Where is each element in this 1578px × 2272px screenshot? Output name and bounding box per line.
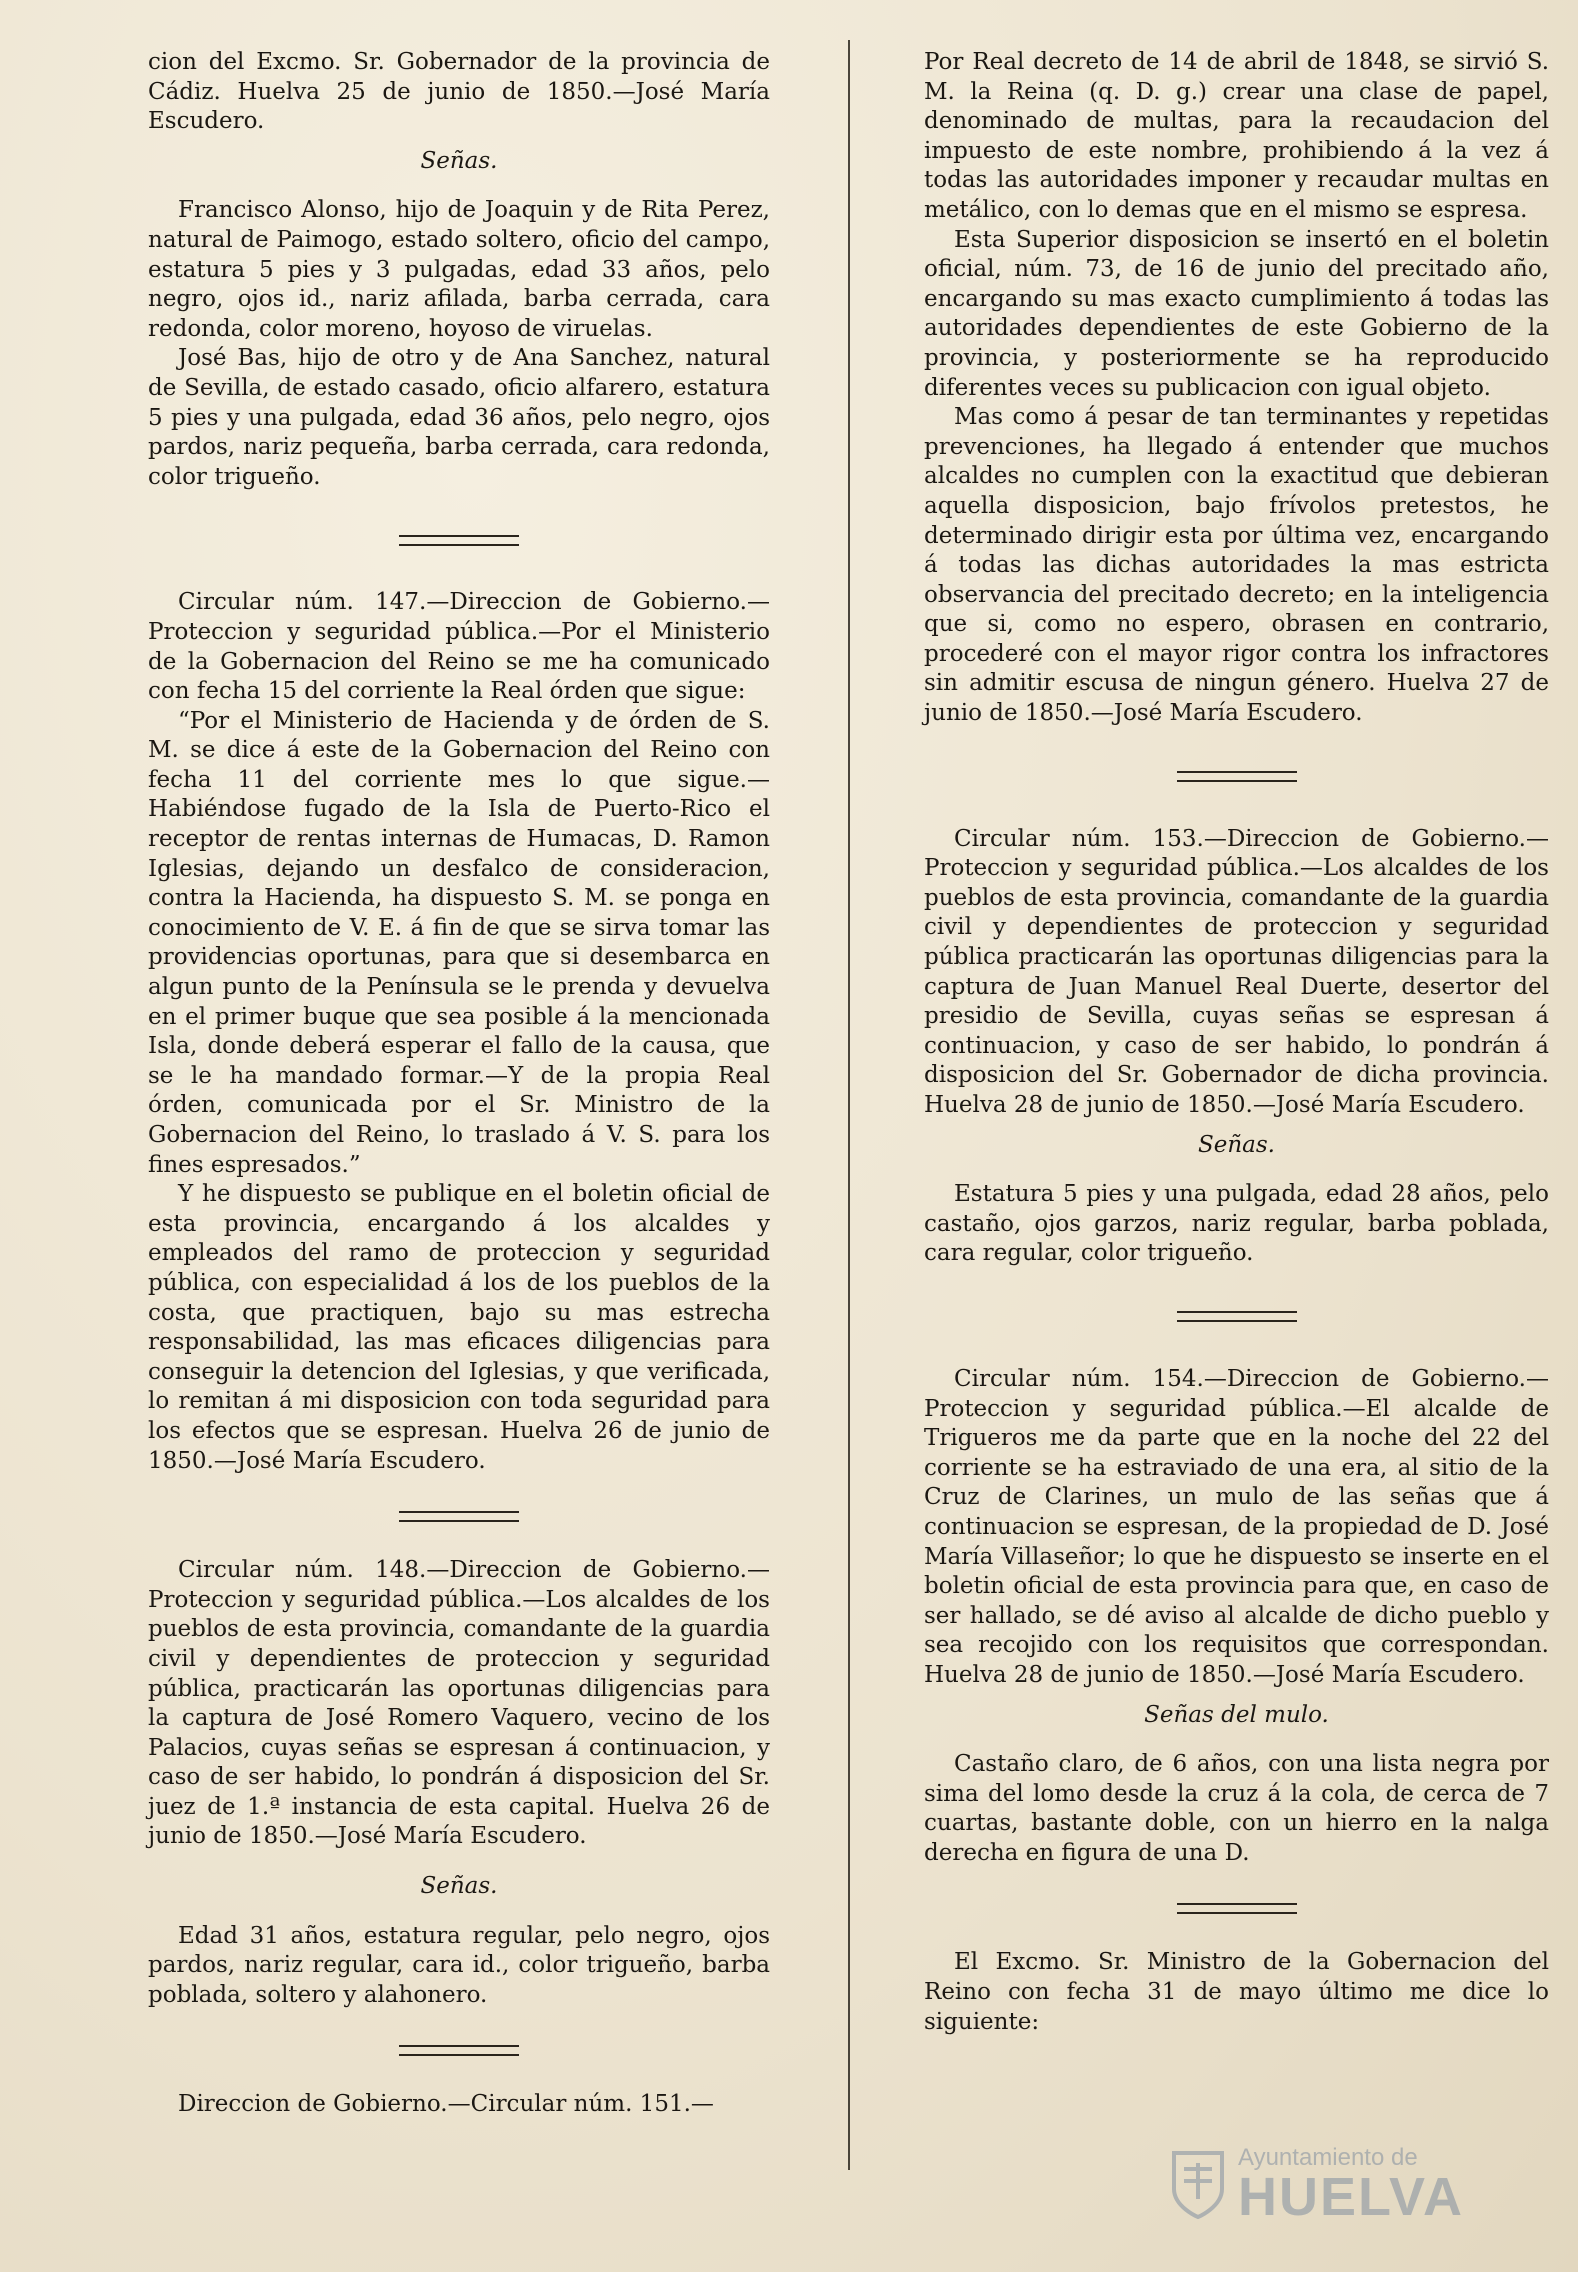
circular-151-start: Direccion de Gobierno.—Circular núm. 151.—	[178, 2091, 714, 2118]
circular-147-closing: Y he dispuesto se publique en el boletin oficial de esta provincia, encargando á los alcaldes y empleados del ramo de proteccion y seguridad pública, con especialidad á los de los pueblos de la costa, que practiquen, bajo su mas estrecha responsabilidad, las mas eficaces diligencias para conseguir la detencion del Iglesias, y que verificada, lo remitan á mi disposicion con toda seguridad para los efectos que se espresan. Huelva 26 de junio de 1850.—José María Escudero.	[148, 1181, 770, 1474]
section-rule	[924, 1269, 1549, 1365]
section-rule	[924, 729, 1549, 825]
senas-heading-1: Señas.	[420, 147, 498, 174]
senas-heading-3: Señas.	[1197, 1131, 1275, 1158]
circular-147-intro: Circular núm. 147.—Direccion de Gobierno.—Proteccion y seguridad pública.—Por el Ministerio de la Gobernacion del Reino se me ha comunicado con fecha 15 del corriente la Real órden que sigue:	[148, 589, 770, 705]
column-divider	[848, 40, 850, 2170]
circular-154: Circular núm. 154.—Direccion de Gobierno.—Proteccion y seguridad pública.—El alcalde de Trigueros me da parte que en la noche del 22 del corriente se ha estraviado de una era, al sitio de la Cruz de Clarines, un mulo de las señas que á continuacion se espresan, de la propiedad de D. José María Villaseñor; lo que he dispuesto se inserte en el boletin oficial de esta provincia para que, en caso de ser hallado, se dé aviso al alcalde de dicho pueblo y sea recojido con los requisitos que correspondan. Huelva 28 de junio de 1850.—José María Escudero.	[924, 1365, 1549, 1688]
description-mulo: Castaño claro, de 6 años, con una lista negra por sima del lomo desde la cruz á la cola, de cerca de 7 cuartas, bastante doble, con un hierro en la nalga derecha en figura de una D.	[924, 1751, 1549, 1866]
senas-del-mulo-heading: Señas del mulo.	[1144, 1701, 1329, 1728]
huelva-shield-icon	[1170, 2149, 1226, 2221]
section-rule	[148, 2010, 770, 2090]
watermark-line-2: HUELVA	[1238, 2167, 1464, 2227]
section-rule	[148, 1476, 770, 1556]
ayuntamiento-huelva-watermark	[1170, 2140, 1510, 2230]
watermark-line-1: Ayuntamiento de	[1238, 2144, 1418, 2171]
circular-147-quote: “Por el Ministerio de Hacienda y de órden de S. M. se dice á este de la Gobernacion del Reino con fecha 11 del corriente mes lo que sigue.—Habiéndose fugado de la Isla de Puerto-Rico el receptor de rentas internas de Humacas, D. Ramon Iglesias, dejando un desfalco de consideracion, contra la Hacienda, ha dispuesto S. M. se ponga en conocimiento de V. E. á fin de que se sirva tomar las providencias oportunas, para que si desembarca en algun punto de la Península se le prenda y devuelva en el primer buque que sea posible á la mencionada Isla, donde deberá esperar el fallo de la causa, que se le ha mandado formar.—Y de la propia Real órden, comunicada por el Sr. Ministro de la Gobernacion del Reino, lo traslado á V. S. para los fines espresados.”	[148, 707, 770, 1178]
superior-disposicion-paragraph: Esta Superior disposicion se insertó en el boletin oficial, núm. 73, de 16 de junio del precitado año, encargando su mas exacto cumplimiento á todas las autoridades dependientes de este Gobierno de la provincia, y posteriormente se ha reproducido diferentes veces su publicacion con igual objeto.	[924, 226, 1549, 401]
real-decreto-paragraph: Por Real decreto de 14 de abril de 1848, se sirvió S. M. la Reina (q. D. g.) crear una clase de papel, denominado de multas, para la recaudacion del impuesto de este nombre, prohibiendo á la vez á todas las autoridades imponer y recaudar multas en metálico, con lo demas que en el mismo se espresa.	[924, 49, 1549, 223]
right-column	[924, 48, 1549, 2037]
description-juan-manuel-real: Estatura 5 pies y una pulgada, edad 28 años, pelo castaño, ojos garzos, nariz regular, barba poblada, cara regular, color trigueño.	[924, 1181, 1549, 1267]
senas-heading-2: Señas.	[420, 1873, 498, 1900]
ministro-gobernacion-paragraph: El Excmo. Sr. Ministro de la Gobernacion del Reino con fecha 31 de mayo último me dice lo siguiente:	[924, 1949, 1549, 2035]
description-jose-romero: Edad 31 años, estatura regular, pelo negro, ojos pardos, nariz regular, cara id., color trigueño, barba poblada, soltero y alahonero.	[148, 1922, 770, 2008]
left-opening-paragraph: cion del Excmo. Sr. Gobernador de la provincia de Cádiz. Huelva 25 de junio de 1850.—José María Escudero.	[148, 49, 770, 135]
description-francisco-alonso: Francisco Alonso, hijo de Joaquin y de Rita Perez, natural de Paimogo, estado soltero, oficio del campo, estatura 5 pies y 3 pulgadas, edad 33 años, pelo negro, ojos id., nariz afilada, barba cerrada, cara redonda, color moreno, hoyoso de viruelas.	[148, 197, 770, 342]
prevenciones-paragraph: Mas como á pesar de tan terminantes y repetidas prevenciones, ha llegado á entender que muchos alcaldes no cumplen con la exactitud que debieran aquella disposicion, bajo frívolos pretestos, he determinado dirigir esta por última vez, encargando á todas las dichas autoridades la mas estricta observancia del precitado decreto; en la inteligencia que si, como no espero, obrasen en contrario, procederé con el mayor rigor contra los infractores sin admitir escusa de ningun género. Huelva 27 de junio de 1850.—José María Escudero.	[924, 404, 1549, 727]
circular-148: Circular núm. 148.—Direccion de Gobierno.—Proteccion y seguridad pública.—Los alcaldes de los pueblos de esta provincia, comandante de la guardia civil y dependientes de proteccion y seguridad pública, practicarán las oportunas diligencias para la captura de José Romero Vaquero, vecino de los Palacios, cuyas señas se espresan á continuacion, y caso de ser habido, lo pondrán á disposicion del Sr. juez de 1.ª instancia de esta capital. Huelva 26 de junio de 1850.—José María Escudero.	[148, 1557, 770, 1850]
left-column	[148, 48, 770, 2120]
section-rule	[924, 1868, 1549, 1948]
section-rule	[148, 492, 770, 588]
circular-153: Circular núm. 153.—Direccion de Gobierno.—Proteccion y seguridad pública.—Los alcaldes de los pueblos de esta provincia, comandante de la guardia civil y dependientes de proteccion y seguridad pública practicarán las oportunas diligencias para la captura de Juan Manuel Real Duerte, desertor del presidio de Sevilla, cuyas señas se espresan á continuacion, y caso de ser habido, lo pondrán á disposicion del Sr. Gobernador de dicha provincia. Huelva 28 de junio de 1850.—José María Escudero.	[924, 825, 1549, 1118]
description-jose-bas: José Bas, hijo de otro y de Ana Sanchez, natural de Sevilla, de estado casado, oficio alfarero, estatura 5 pies y una pulgada, edad 36 años, pelo negro, ojos pardos, nariz pequeña, barba cerrada, cara redonda, color trigueño.	[148, 345, 770, 490]
